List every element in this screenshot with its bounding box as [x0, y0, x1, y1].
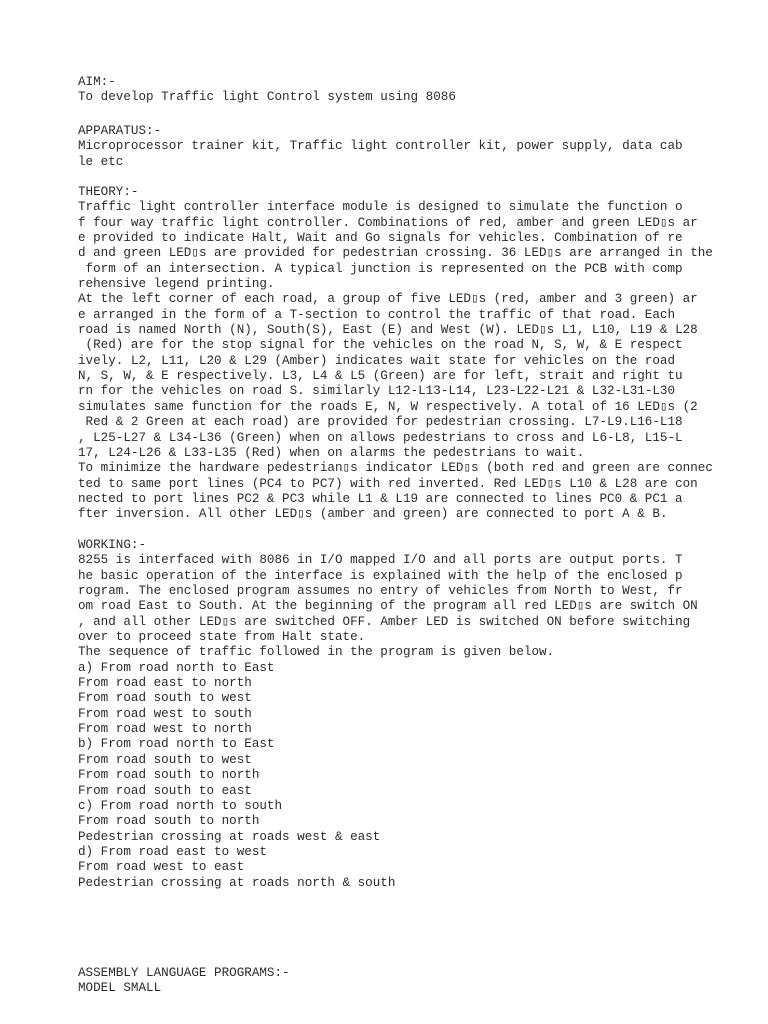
apparatus-text-line: le etc	[78, 154, 124, 169]
working-heading: WORKING:-	[78, 538, 147, 552]
working-text-line: From road south to west	[78, 691, 252, 706]
theory-text-line: To minimize the hardware pedestrian▯s indicator LED▯s (both red and green are connec	[78, 461, 713, 476]
assembly-programs-section	[78, 966, 290, 997]
working-text-line: From road south to east	[78, 783, 252, 798]
working-section	[78, 538, 698, 891]
theory-text-line: N, S, W, & E respectively. L3, L4 & L5 (Green) are for left, strait and right tu	[78, 369, 683, 384]
working-text-line: From road south to north	[78, 768, 260, 783]
theory-text-line: , L25-L27 & L34-L36 (Green) when on allows pedestrians to cross and L6-L8, L15-L	[78, 430, 683, 445]
theory-text-line: 17, L24-L26 & L33-L35 (Red) when on alarms the pedestrians to wait.	[78, 445, 585, 460]
theory-text-line: Traffic light controller interface module is designed to simulate the function o	[78, 200, 683, 215]
working-text-line: From road south to north	[78, 814, 260, 829]
theory-text-line: form of an intersection. A typical junction is represented on the PCB with comp	[78, 261, 683, 276]
theory-text-line: Red & 2 Green at each road) are provided for pedestrian crossing. L7-L9.L16-L18	[78, 415, 683, 430]
working-text-line: 8255 is interfaced with 8086 in I/O mapped I/O and all ports are output ports. T	[78, 553, 683, 568]
working-text-line: d) From road east to west	[78, 844, 267, 859]
working-text-line: Pedestrian crossing at roads west & east	[78, 829, 381, 844]
working-text-line: c) From road north to south	[78, 798, 283, 813]
theory-heading: THEORY:-	[78, 185, 139, 199]
aim-heading: AIM:-	[78, 75, 116, 89]
aim-section	[78, 75, 456, 106]
theory-text-line: At the left corner of each road, a group of five LED▯s (red, amber and 3 green) ar	[78, 292, 698, 307]
working-text-line: b) From road north to East	[78, 737, 275, 752]
theory-text-line: ted to same port lines (PC4 to PC7) with red inverted. Red LED▯s L10 & L28 are con	[78, 476, 698, 491]
theory-text-line: nected to port lines PC2 & PC3 while L1 & L19 are connected to lines PC0 & PC1 a	[78, 491, 683, 506]
theory-section	[78, 185, 713, 523]
working-text-line: From road south to west	[78, 752, 252, 767]
theory-text-line: d and green LED▯s are provided for pedestrian crossing. 36 LED▯s are arranged in the	[78, 246, 713, 261]
working-text-line: Pedestrian crossing at roads north & south	[78, 875, 396, 890]
working-text-line: From road west to north	[78, 722, 252, 737]
theory-text-line: rn for the vehicles on road S. similarly L12-L13-L14, L23-L22-L21 & L32-L31-L30	[78, 384, 676, 399]
working-text-line: The sequence of traffic followed in the program is given below.	[78, 645, 555, 660]
theory-text-line: road is named North (N), South(S), East (E) and West (W). LED▯s L1, L10, L19 & L28	[78, 323, 698, 338]
theory-text-line: e provided to indicate Halt, Wait and Go signals for vehicles. Combination of re	[78, 231, 683, 246]
theory-text-line: rehensive legend printing.	[78, 277, 275, 292]
programs-heading: ASSEMBLY LANGUAGE PROGRAMS:-	[78, 966, 290, 980]
working-text-line: rogram. The enclosed program assumes no entry of vehicles from North to West, fr	[78, 584, 683, 599]
working-text-line: over to proceed state from Halt state.	[78, 630, 366, 645]
apparatus-section	[78, 124, 683, 170]
working-text-line: , and all other LED▯s are switched OFF. Amber LED is switched ON before switching	[78, 614, 691, 629]
apparatus-heading: APPARATUS:-	[78, 124, 162, 138]
working-text-line: From road east to north	[78, 676, 252, 691]
working-text-line: a) From road north to East	[78, 660, 275, 675]
working-text-line: From road west to south	[78, 706, 252, 721]
theory-text-line: ively. L2, L11, L20 & L29 (Amber) indicates wait state for vehicles on the road	[78, 353, 676, 368]
theory-text-line: e arranged in the form of a T-section to control the traffic of that road. Each	[78, 307, 676, 322]
programs-text-line: MODEL SMALL	[78, 981, 162, 996]
working-text-line: om road East to South. At the beginning of the program all red LED▯s are switch ON	[78, 599, 698, 614]
theory-text-line: simulates same function for the roads E, N, W respectively. A total of 16 LED▯s (2	[78, 399, 698, 414]
aim-text-line: To develop Traffic light Control system using 8086	[78, 90, 456, 105]
theory-text-line: f four way traffic light controller. Combinations of red, amber and green LED▯s ar	[78, 215, 698, 230]
theory-text-line: fter inversion. All other LED▯s (amber and green) are connected to port A & B.	[78, 507, 668, 522]
apparatus-text-line: Microprocessor trainer kit, Traffic light controller kit, power supply, data cab	[78, 139, 683, 154]
working-text-line: he basic operation of the interface is explained with the help of the enclosed p	[78, 568, 683, 583]
working-text-line: From road west to east	[78, 860, 245, 875]
theory-text-line: (Red) are for the stop signal for the vehicles on the road N, S, W, & E respect	[78, 338, 683, 353]
